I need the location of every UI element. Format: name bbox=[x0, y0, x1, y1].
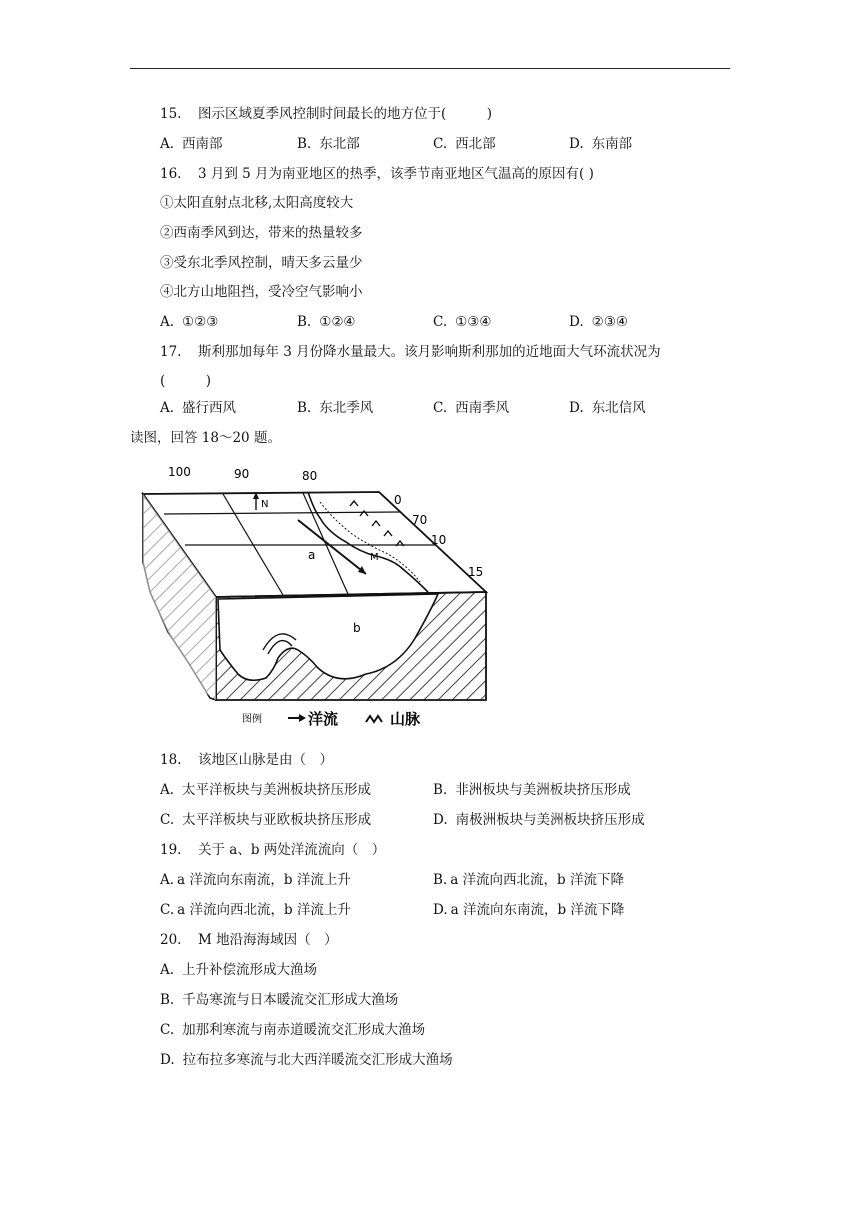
q16-number: 16. bbox=[160, 166, 182, 182]
q15-option-c[interactable] bbox=[433, 135, 496, 153]
q17-option-d[interactable] bbox=[569, 399, 646, 417]
option-text: 西北部 bbox=[455, 136, 496, 152]
option-letter: C. bbox=[433, 314, 448, 330]
option-text: 太平洋板块与亚欧板块挤压形成 bbox=[182, 812, 372, 828]
option-letter: D. bbox=[569, 400, 584, 416]
option-text: 东南部 bbox=[591, 136, 633, 152]
q15-stem bbox=[160, 105, 492, 123]
option-text: a 洋流向西北流，b 洋流下降 bbox=[450, 872, 624, 888]
q16-statement-4: ④北方山地阻挡，受冷空气影响小 bbox=[160, 284, 363, 300]
q18-stem bbox=[160, 751, 333, 769]
q20-number: 20. bbox=[160, 932, 182, 948]
reading-intro: 读图，回答 18～20 题。 bbox=[130, 430, 281, 446]
option-text: ①③④ bbox=[455, 314, 492, 330]
q20-option-b[interactable] bbox=[160, 991, 398, 1009]
q18-number: 18. bbox=[160, 752, 182, 768]
option-letter: D. bbox=[569, 314, 584, 330]
q18-option-a[interactable] bbox=[160, 781, 371, 799]
q19-text: 关于 a、b 两处洋流流向（ ） bbox=[198, 842, 386, 858]
q17-text: 斯利那加每年 3 月份降水量最大。该月影响斯利那加的近地面大气环流状况为 bbox=[198, 344, 661, 360]
option-text: 西南部 bbox=[182, 136, 223, 152]
option-letter: D. bbox=[433, 812, 448, 828]
point-m-label: M bbox=[370, 552, 379, 563]
legend-mountain-label: 山脉 bbox=[390, 710, 421, 728]
option-letter: C. bbox=[433, 400, 448, 416]
q17-stem bbox=[160, 343, 661, 361]
option-letter: A. bbox=[160, 962, 175, 978]
option-text: ①②③ bbox=[182, 314, 219, 330]
q16-stem bbox=[160, 165, 594, 183]
q19-option-b[interactable] bbox=[433, 871, 624, 889]
q19-option-a[interactable] bbox=[160, 871, 351, 889]
option-text: a 洋流向西北流，b 洋流上升 bbox=[177, 902, 351, 918]
option-letter: B. bbox=[433, 872, 448, 888]
q16-option-b[interactable] bbox=[297, 313, 356, 331]
option-text: ②③④ bbox=[591, 314, 628, 330]
option-text: 南极洲板块与美洲板块挤压形成 bbox=[455, 812, 645, 828]
q18-option-d[interactable] bbox=[433, 811, 645, 829]
q20-option-a[interactable] bbox=[160, 961, 317, 979]
option-letter: C. bbox=[433, 136, 448, 152]
north-label: N bbox=[261, 499, 269, 510]
q16-option-a[interactable] bbox=[160, 313, 218, 331]
q17-option-b[interactable] bbox=[297, 399, 373, 417]
q16-statement-3: ③受东北季风控制，晴天多云量少 bbox=[160, 255, 363, 271]
lon-label-100: 100 bbox=[168, 465, 191, 479]
option-letter: A. bbox=[160, 782, 175, 798]
option-text: 东北信风 bbox=[591, 400, 646, 416]
q15-option-a[interactable] bbox=[160, 135, 223, 153]
q16-text: 3 月到 5 月为南亚地区的热季，该季节南亚地区气温高的原因有( ) bbox=[198, 166, 594, 182]
q19-option-c[interactable] bbox=[160, 901, 351, 919]
q16-option-c[interactable] bbox=[433, 313, 491, 331]
q18-text: 该地区山脉是由（ ） bbox=[198, 752, 333, 768]
option-text: a 洋流向东南流，b 洋流上升 bbox=[177, 872, 351, 888]
option-text: 上升补偿流形成大渔场 bbox=[182, 962, 318, 978]
lat-label-0: 0 bbox=[394, 493, 402, 507]
q16-statement-1: ①太阳直射点北移,太阳高度较大 bbox=[160, 195, 354, 211]
q17-option-c[interactable] bbox=[433, 399, 509, 417]
option-letter: B. bbox=[297, 314, 312, 330]
q20-stem bbox=[160, 931, 338, 949]
option-text: 拉布拉多寒流与北大西洋暖流交汇形成大渔场 bbox=[182, 1052, 453, 1068]
option-letter: A. bbox=[160, 872, 175, 888]
option-text: 盛行西风 bbox=[182, 400, 237, 416]
q15-number: 15. bbox=[160, 106, 182, 122]
legend-mountain-symbol bbox=[366, 716, 382, 722]
q20-option-d[interactable] bbox=[160, 1051, 453, 1069]
option-letter: D. bbox=[160, 1052, 175, 1068]
q18-option-c[interactable] bbox=[160, 811, 371, 829]
q17-stem-cont: ( ) bbox=[160, 373, 212, 389]
option-text: 西南季风 bbox=[455, 400, 510, 416]
q18-option-b[interactable] bbox=[433, 781, 631, 799]
region-a-label: a bbox=[308, 548, 316, 562]
header-rule bbox=[130, 68, 730, 69]
option-letter: B. bbox=[433, 782, 448, 798]
q20-text: M 地沿海海域因（ ） bbox=[198, 932, 338, 948]
q17-number: 17. bbox=[160, 344, 182, 360]
q16-statement-2: ②西南季风到达，带来的热量较多 bbox=[160, 225, 363, 241]
region-b-label: b bbox=[353, 621, 361, 635]
option-letter: C. bbox=[160, 902, 175, 918]
legend-current-arrowhead bbox=[299, 714, 306, 722]
lon-label-90: 90 bbox=[234, 467, 250, 481]
option-text: 东北季风 bbox=[319, 400, 374, 416]
option-letter: D. bbox=[569, 136, 584, 152]
lon-label-70: 70 bbox=[412, 513, 428, 527]
q20-option-c[interactable] bbox=[160, 1021, 425, 1039]
option-letter: C. bbox=[160, 812, 175, 828]
option-letter: A. bbox=[160, 400, 175, 416]
option-text: 千岛寒流与日本暖流交汇形成大渔场 bbox=[182, 992, 399, 1008]
option-text: 东北部 bbox=[319, 136, 360, 152]
legend-prefix: 图例 bbox=[242, 714, 262, 725]
q19-option-d[interactable] bbox=[433, 901, 624, 919]
option-letter: C. bbox=[160, 1022, 175, 1038]
lat-label-10: 10 bbox=[431, 533, 447, 547]
legend-current-label: 洋流 bbox=[308, 710, 339, 728]
option-text: 太平洋板块与美洲板块挤压形成 bbox=[182, 782, 372, 798]
option-letter: B. bbox=[160, 992, 175, 1008]
lon-label-80: 80 bbox=[302, 469, 318, 483]
q15-text: 图示区域夏季风控制时间最长的地方位于( ) bbox=[198, 106, 493, 122]
option-text: ①②④ bbox=[319, 314, 356, 330]
q19-number: 19. bbox=[160, 842, 182, 858]
q15-option-d[interactable] bbox=[569, 135, 632, 153]
block-diagram bbox=[138, 462, 488, 734]
option-text: 非洲板块与美洲板块挤压形成 bbox=[455, 782, 631, 798]
q17-option-a[interactable] bbox=[160, 399, 236, 417]
block-diagram-figure bbox=[138, 462, 488, 734]
option-letter: B. bbox=[297, 400, 312, 416]
option-text: a 洋流向东南流，b 洋流下降 bbox=[450, 902, 625, 918]
option-letter: A. bbox=[160, 314, 175, 330]
q16-option-d[interactable] bbox=[569, 313, 628, 331]
option-letter: B. bbox=[297, 136, 312, 152]
q15-option-b[interactable] bbox=[297, 135, 360, 153]
option-letter: D. bbox=[433, 902, 448, 918]
option-letter: A. bbox=[160, 136, 175, 152]
q19-stem bbox=[160, 841, 385, 859]
option-text: 加那利寒流与南赤道暖流交汇形成大渔场 bbox=[182, 1022, 426, 1038]
lat-label-15: 15 bbox=[468, 565, 484, 579]
